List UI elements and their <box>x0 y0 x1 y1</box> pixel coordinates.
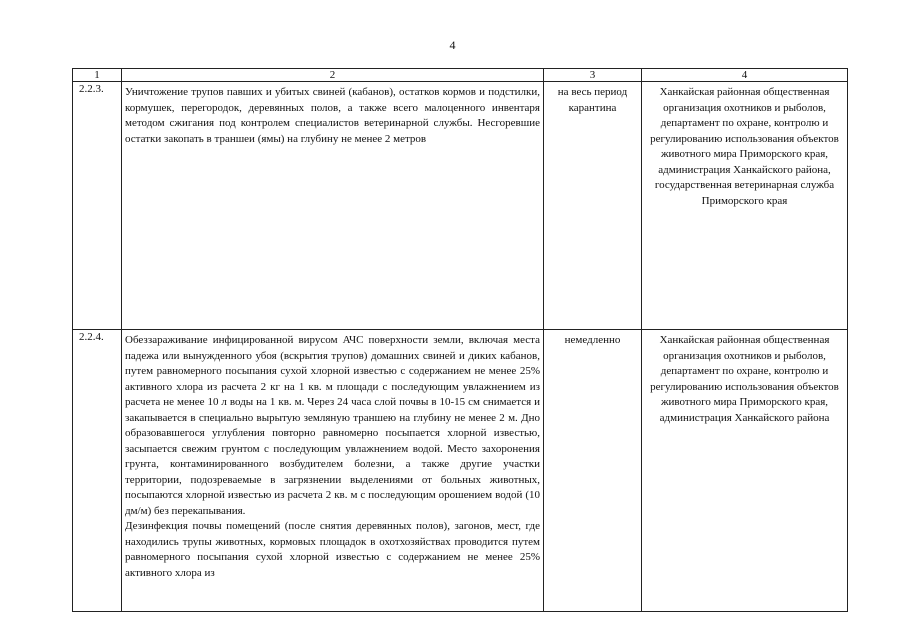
column-header: 2 <box>122 69 544 82</box>
table-row <box>73 330 848 612</box>
measures-table <box>72 68 848 612</box>
item-description-cell <box>122 330 544 612</box>
item-description-continued: Дезинфекция почвы помещений (после снятия деревянных полов), загонов, мест, где находились трупы животных, кормовых площадок в охотхозяйствах проводится путем равномерного посыпания сухой хлорной известью с содержанием не менее 25% активного хлора из <box>125 520 540 579</box>
item-description: Уничтожение трупов павших и убитых свиней (кабанов), остатков кормов и подстилки, кормушек, перегородок, деревянных полов, а также всего малоценного инвентаря методом сжигания под контролем специалистов ветеринарной службы. Несгоревшие остатки закопать в траншеи (ямы) на глубину не менее 2 метров <box>122 82 544 330</box>
item-description: Обеззараживание инфицированной вирусом АЧС поверхности земли, включая места падежа или вынужденного убоя (вскрытия трупов) домашних свиней и диких кабанов, путем равномерного посыпания сухой хлорной известью с содержанием не менее 25% активного хлора из расчета 2 кг на 1 кв. м площади с последующим увлажнением из расчета не менее 10 л воды на 1 кв. м. Через 24 часа слой почвы в 10-15 см снимается и закапывается в специально вырытую земляную траншею на глубину не менее 2 м. Дно образовавшегося углубления повторно равномерно посыпается хлорной известью, засыпается свежим грунтом с последующим увлажнением водой. Место захоронения грунта, контаминированного возбудителем болезни, а также другие участки территории, подозреваемые в загрязнении выделениями от больных животных, посыпаются хлорной известью из расчета 2 кв. м с последующим орошением водой (10 дм/м) без перекапывания. <box>125 334 540 517</box>
column-header: 3 <box>544 69 642 82</box>
item-period: немедленно <box>544 330 642 612</box>
table-header-row <box>73 69 848 82</box>
item-number: 2.2.4. <box>73 330 122 612</box>
item-responsible: Ханкайская районная общественная организация охотников и рыболов, департамент по охране, контролю и регулированию использования объектов животного мира Приморского края, администрация Ханкайского района <box>642 330 848 612</box>
item-number: 2.2.3. <box>73 82 122 330</box>
column-header: 4 <box>642 69 848 82</box>
item-period: на весь период карантина <box>544 82 642 330</box>
page-number: 4 <box>449 38 456 52</box>
table-row <box>73 82 848 330</box>
column-header: 1 <box>73 69 122 82</box>
item-responsible: Ханкайская районная общественная организация охотников и рыболов, департамент по охране, контролю и регулированию использования объектов животного мира Приморского края, администрация Ханкайского района, государственная ветеринарная служба Приморского края <box>642 82 848 330</box>
